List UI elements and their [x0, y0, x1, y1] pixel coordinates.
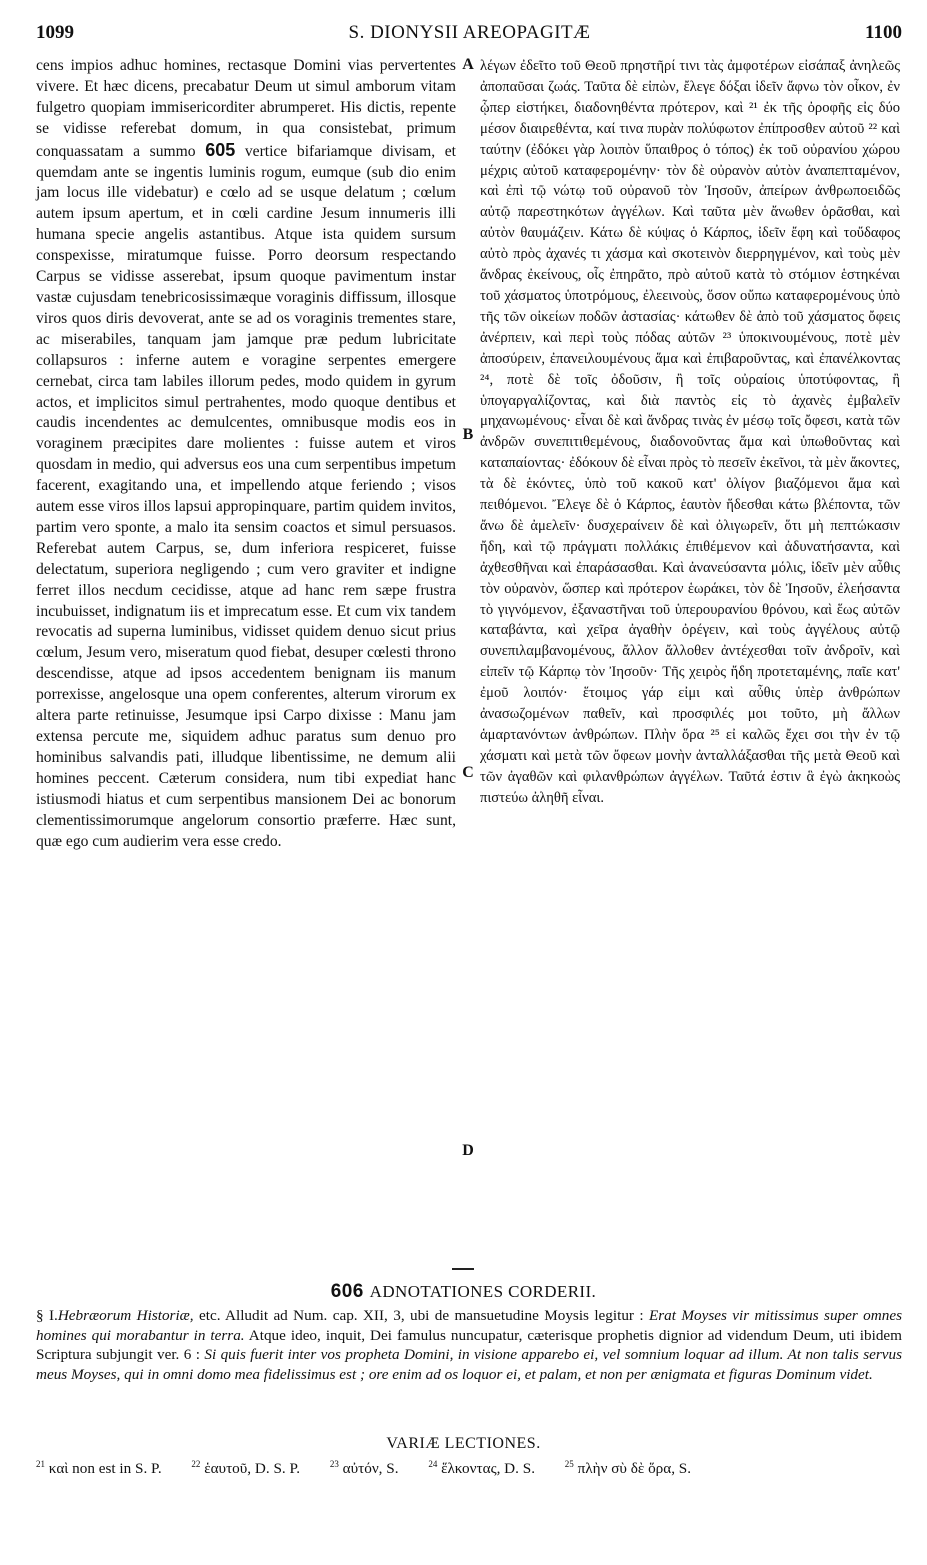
- variant-number: 24: [428, 1459, 438, 1469]
- annotations-page-marker: 606: [330, 1281, 364, 1302]
- page-marker: 605: [205, 139, 236, 160]
- gutter-letter-c: C: [462, 764, 474, 781]
- annotation-quote-2: Si quis fuerit inter vos propheta Domini, in visione apparebo ei, vel somnium loquar ad illum. At non talis servus meus Moyses, qui in omni domo mea fidelissimus est ; ore enim ad os loquor ei, et palam, et non per ænigmata et figuras Dominum videt.: [36, 1346, 903, 1383]
- annotation-quote-1: Erat Moyses vir mitissimus super omnes homines qui morabantur in terra.: [36, 1307, 902, 1344]
- running-head: [36, 22, 902, 48]
- variant-number: 21: [36, 1459, 45, 1469]
- variant-text: καὶ non est in S. P.: [48, 1460, 162, 1477]
- running-title: S. DIONYSII AREOPAGITÆ: [348, 22, 591, 43]
- variant-number: 22: [191, 1459, 201, 1469]
- variant-text: ἕλκοντας, D. S.: [441, 1460, 535, 1477]
- gutter-letter-a: A: [462, 56, 474, 73]
- latin-text-part2: vertice bifariamque divisam, et quemdam ante se ingentis luminis rogum, eumque (sub dio enim jam locus ille videbatur) e cœlo ad se usque delatum ; cœlum autem ipsum apertum, et in cœli cardine Jesum innumeris illi humana specie angelis astantibus. Atque ista quidem sursum conspexisse, miratumque fuisse. Porro deorsum respectando Carpus se vidisse asserebat, ipsum quoque pavimentum instar vastæ cujusdam tenebricosissimæque voraginis diffissum, illosque viros quos diris devoverat, ante se ad os voraginis trementes stare, ac miserabiles, tanquam jam jamque præ pedum lubricitate collapsuros : inferne autem e voragine serpentes emergere cernebat, circa tam labiles illorum pedes, modo quidem in gyrum actos, et implicitos simul pertrahentes, modo quoque dentibus et caudis incendentes ac demulcentes, omnibusque modis eos in voraginem præcipites dare molientes : fuisse autem et viros quosdam in medio, qui adversus eos una cum serpentibus impetum facerent, exagitando una, et impellendo atque feriendo ; visos autem esse viros illos lapsui appropinquare, partim quidem invitos, partim vero sponte, a malo ita sensim coactos et simul persuasos. Referebat autem Carpus, se, dum inferiora respiceret, fuisse delectatum, superiora negligendo ; cum vero graviter et indigne ferret illos necdum cecidisse, atque ad hanc rem sæpe frustra incubuisset, indignatum iis et imprecatum esse. Et cum vix tandem revocatis ad superna luminibus, vidisset quidem denuo sicut prius cœlum, Jesum vero, miseratum quod fiebat, desuper cœlesti throno descendisse, atque ad ipsos accedentem benignam iis manum porrexisse, angelosque una opem conferentes, alterum virorum ex altera parte retinuisse, Jesumque ipsi Carpo dixisse : Manu jam extensa percute me, siquidem adhuc paratus sum denuo pro hominibus salvandis pati, illudque libentissime, ne demum alii homines peccent. Cæterum considera, num tibi expediat hanc istiusmodi hiatus et cum serpentibus mansionem Dei ac bonorum clementissimorumque angelorum consortio præferre. Hæc sunt, quæ ego cum audierim vera esse credo.: [36, 142, 456, 850]
- variae-list: [36, 1458, 902, 1479]
- latin-text: [36, 56, 456, 852]
- variant-number: 23: [329, 1459, 339, 1469]
- latin-text-part1: cens impios adhuc homines, rectasque Domini vias pervertentes vivere. Et hæc dicens, precabatur Deum ut simul amborum vitam fulgetro quopiam immisericorditer abrumperet. His dictis, repente se vidisse referebat domum, in qua consistebat, primum conquassatam a summo: [36, 57, 456, 160]
- section-divider: [452, 1268, 474, 1270]
- variae-heading: VARIÆ LECTIONES.: [386, 1435, 541, 1452]
- variant-number: 25: [564, 1459, 574, 1469]
- variant-25: [565, 1460, 691, 1477]
- annotations-body: [36, 1306, 902, 1384]
- variant-text: πλὴν σὺ δὲ ὅρα, S.: [577, 1460, 692, 1477]
- latin-column: [36, 56, 456, 852]
- greek-column: [480, 56, 900, 809]
- variant-text: αὐτόν, S.: [342, 1460, 399, 1477]
- right-page-number: 1100: [865, 22, 902, 43]
- greek-text: λέγων ἐδεῖτο τοῦ Θεοῦ πρηστῆρί τινι τὰς ἀμφοτέρων εἰσάπαξ ἀνηλεῶς ἀποπαῦσαι ζωάς. Ταῦτα δὲ εἰπὼν, ἔλεγε δόξαι ἰδεῖν ἄφνω τὸν οἶκον, ἐν ᾧπερ εἱστήκει, διαδονηθέντα πρότερον, καὶ ²¹ ἐκ τῆς ὀροφῆς εἰς δύο μέσον διαιρεθέντα, καί τινα πυρὰν πολύφωτον ἐπίπροσθεν αὐτοῦ ²² καὶ ταύτην (ἐδόκει γὰρ λοιπὸν ὕπαιθρος ὁ τόπος) ἐκ τοῦ οὐρανίου χώρου μέχρις αὐτοῦ καταφερομένην· τὸν δὲ οὐρανὸν αὐτὸν ἀναπεπταμένον, καὶ ἐπὶ τῷ νώτῳ τοῦ οὐρανοῦ τὸν Ἰησοῦν, ἀπείρων ἀνθρωποειδῶς αὐτῷ παρεστηκότων ἀγγέλων. Καὶ ταῦτα μὲν ἄνωθεν ὁρᾶσθαι, καὶ αὐτὸν θαυμάζειν. Κάτω δὲ κύψας ὁ Κάρπος, ἰδεῖν ἔφη καὶ τοὔδαφος αὐτὸ πρὸς ἀχανές τι χάσμα καὶ σκοτεινὸν διερρηγμένον, καὶ τοὺς μὲν ἄνδρας ἐκείνους, οἷς ἐπηρᾶτο, πρὸ αὐτοῦ κατὰ τὸ στόμιον ἑστηκέναι τοῦ χάσματος ὑποτρόμους, ἐλεεινοὺς, ὅσον οὔπω καταφερομένους ὑπὸ τῆς τῶν οἰκείων ποδῶν ἀστασίας· κάτωθεν δὲ ἀπὸ τοῦ χάσματος ὄφεις ἀνέρπειν, καὶ περὶ τοὺς πόδας αὐτῶν ²³ ὑποκινουμένους, ποτὲ μὲν ἀποσύρειν, ἐπανειλουμένους ἅμα καὶ ἐπιβαροῦντας, καὶ ἐπανέλκοντας ²⁴, ποτὲ δὲ τοῖς ὀδοῦσιν, ἢ τοῖς οὐραίοις ὑποτύφοντας, ἢ ὑπογαργαλίζοντας, καὶ διὰ παντὸς εἰς τὸ ἀχανὲς ἐμβαλεῖν μηχανωμένους· εἶναι δὲ καὶ ἄνδρας τινὰς ἐν μέσῳ τοῖς ὄφεσι, κατὰ τῶν ἀνδρῶν συνεπιτιθεμένους, διαδονοῦντας ἅμα καὶ ὑπωθοῦντας καὶ καταπαίοντας· ἐδόκουν δὲ εἶναι πρὸς τὸ πεσεῖν ἐκεῖνοι, τὰ μὲν ἄκοντες, τὰ δὲ ἑκόντες, ὑπὸ τοῦ κακοῦ κατ' ὀλίγον βιαζόμενοι ἅμα καὶ πειθόμενοι. Ἔλεγε δὲ ὁ Κάρπος, ἑαυτὸν ἥδεσθαι κάτω βλέποντα, τῶν ἄνω δὲ ἀμελεῖν· δυσχεραίνειν δὲ καὶ ὀλιγωρεῖν, ὅτι μὴ πεπτώκασιν ἤδη, καὶ τῷ πράγματι πολλάκις ἐπιθέμενον καὶ ἀδυνατήσαντα, καὶ ἀχθεσθῆναι καὶ ἐπαράσασθαι. Καὶ ἀνανεύσαντα μόλις, ἰδεῖν μὲν αὖθις τὸν οὐρανὸν, ὥσπερ καὶ πρότερον ἑωράκει, τὸν δὲ Ἰησοῦν, ἐλεήσαντα τὸ γιγνόμενον, ἐξαναστῆναι τοῦ ὑπερουρανίου θρόνου, καὶ ἕως αὐτῶν καταβάντα, καὶ χεῖρα ἀγαθὴν ὀρέγειν, καὶ τοὺς ἀγγέλους αὐτῷ συνεπιλαμβανομένους, ἄλλον ἄλλοθεν ἀντέχεσθαι τοῖν ἀνδροῖν, καὶ εἰπεῖν τῷ Κάρπῳ τὸν Ἰησοῦν· Τῆς χειρὸς ἤδη προτεταμένης, παῖε κατ' ἐμοῦ λοιπόν· ἕτοιμος γάρ εἰμι καὶ αὖθις ὑπὲρ ἀνθρώπων ἀνασωζομένων παθεῖν, καὶ προσφιλές μοι τοῦτο, μὴ ἄλλων ἁμαρτανόντων ἀνθρώπων. Πλὴν ὅρα ²⁵ εἰ καλῶς ἔχει σοι τὴν ἐν τῷ χάσματι καὶ μετὰ τῶν ὄφεων μονὴν ἀνταλλάξασθαι τῆς μετὰ Θεοῦ καὶ τῶν ἀγαθῶν καὶ φιλανθρώπων ἀγγέλων. Ταῦτά ἐστιν ἃ ἐγὼ ἀκηκοὼς πιστεύω ἀληθῆ εἶναι.: [480, 58, 900, 806]
- annotation-ref: § I.: [36, 1307, 58, 1324]
- gutter-letter-b: B: [462, 426, 474, 443]
- variant-23: [330, 1460, 399, 1477]
- variant-22: [191, 1460, 300, 1477]
- variant-text: ἑαυτοῦ, D. S. P.: [204, 1460, 301, 1477]
- annotations-title: ADNOTATIONES CORDERII.: [369, 1282, 597, 1301]
- annotation-text-1: etc. Alludit ad Num. cap. XII, 3, ubi de mansuetudine Moysis legitur :: [193, 1307, 649, 1324]
- annotation-lemma: Hebræorum Historiæ,: [57, 1307, 194, 1324]
- annotation-paragraph: [36, 1306, 902, 1384]
- variant-24: [428, 1460, 535, 1477]
- left-page-number: 1099: [36, 22, 74, 43]
- variant-21: [36, 1460, 162, 1477]
- annotation-text-2: Atque ideo, inquit, Dei famulus nuncupatur, cæterisque prophetis dignior ad videndum Deum, uti ibidem Scriptura subjungit ver. 6 :: [36, 1326, 902, 1364]
- gutter-letter-d: D: [462, 1142, 474, 1159]
- annotations-heading: [0, 1281, 927, 1303]
